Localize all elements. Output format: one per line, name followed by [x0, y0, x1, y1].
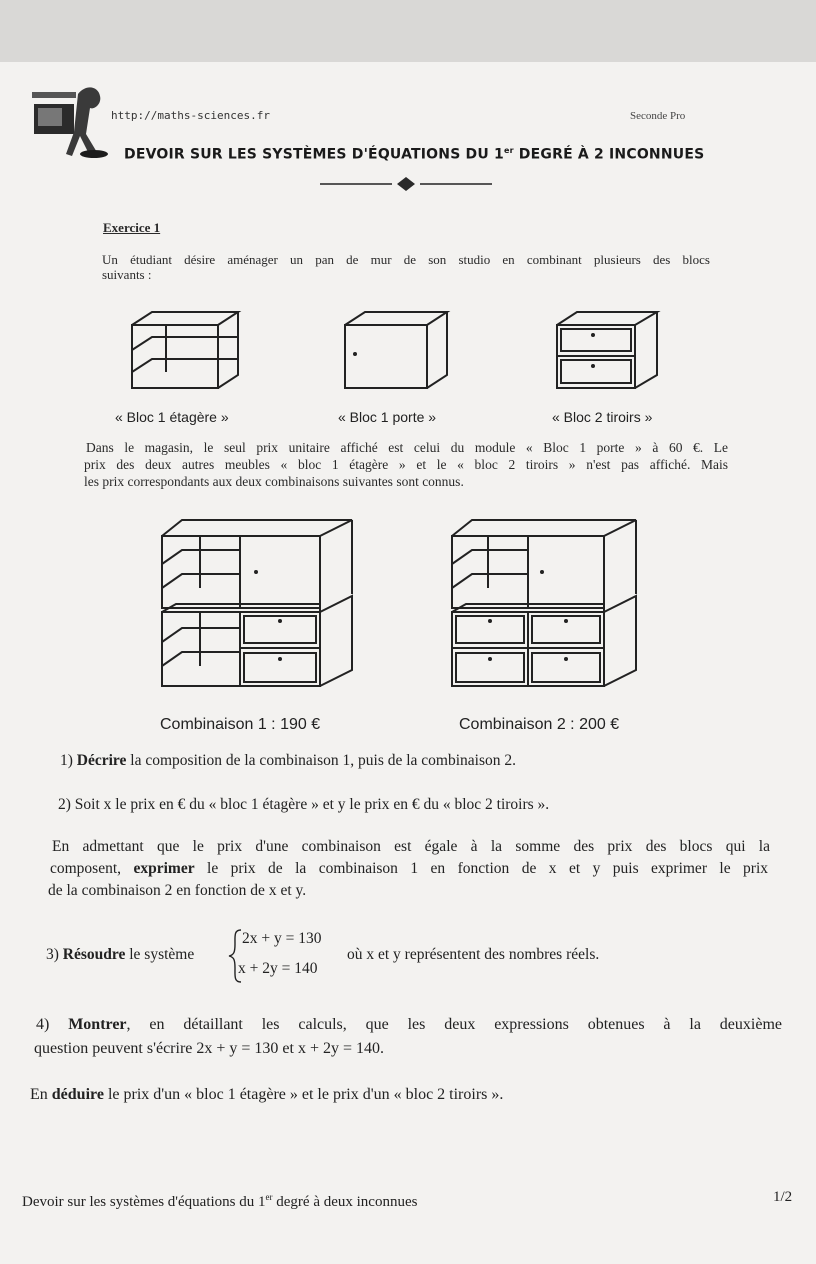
question-5: En déduire le prix d'un « bloc 1 étagère » et le prix d'un « bloc 2 tiroirs ». — [30, 1086, 504, 1103]
question-4-line-2: question peuvent s'écrire 2x + y = 130 et x + 2y = 140. — [34, 1040, 385, 1057]
intro-line-2: suivants : — [102, 267, 152, 282]
shop-line-3: les prix correspondants aux deux combinaisons suivantes sont connus. — [84, 474, 464, 489]
question-1: 1) Décrire la composition de la combinaison 1, puis de la combinaison 2. — [60, 752, 517, 769]
mascot-logo-icon — [28, 74, 108, 164]
page-title: DEVOIR SUR LES SYSTÈMES D'ÉQUATIONS DU 1er DEGRÉ À 2 INCONNUES — [124, 146, 705, 163]
question-4-line-1: 4) Montrer, en détaillant les calculs, que les deux expressions obtenues à la deuxième — [36, 1016, 782, 1033]
shelf-block-drawing — [130, 310, 242, 390]
question-3: 3) Résoudre le système — [46, 946, 195, 963]
site-url: http://maths-sciences.fr — [111, 109, 270, 122]
shop-line-1: Dans le magasin, le seul prix unitaire affiché est celui du module « Bloc 1 porte » à 60 €. Le — [86, 440, 728, 455]
caption-combination-2: Combinaison 2 : 200 € — [459, 716, 620, 733]
title-divider — [320, 174, 495, 194]
combination-2-drawing — [450, 518, 642, 690]
door-block-drawing — [343, 310, 451, 390]
caption-drawers-block: « Bloc 2 tiroirs » — [552, 409, 653, 425]
drawers-block-drawing — [555, 310, 661, 390]
caption-shelf-block: « Bloc 1 étagère » — [115, 409, 229, 425]
question-2b-line-2: composent, exprimer le prix de la combinaison 1 en fonction de x et y puis exprimer le prix — [50, 860, 769, 877]
intro-line-1: Un étudiant désire aménager un pan de mur de son studio en combinant plusieurs des blocs — [102, 252, 710, 267]
caption-combination-1: Combinaison 1 : 190 € — [160, 716, 321, 733]
shop-line-2: prix des deux autres meubles « bloc 1 étagère » et le « bloc 2 tiroirs » n'est pas affiché. Mais — [84, 457, 728, 472]
question-2b-line-3: de la combinaison 2 en fonction de x et y. — [48, 882, 307, 899]
question-3-end: où x et y représentent des nombres réels. — [347, 946, 600, 963]
combination-1-drawing — [160, 518, 355, 690]
footer-title: Devoir sur les systèmes d'équations du 1er degré à deux inconnues — [22, 1192, 418, 1210]
page-number: 1/2 — [773, 1189, 793, 1205]
caption-door-block: « Bloc 1 porte » — [338, 409, 437, 425]
system-equation-1: 2x + y = 130 — [242, 930, 322, 947]
question-2: 2) Soit x le prix en € du « bloc 1 étagère » et y le prix en € du « bloc 2 tiroirs ». — [58, 796, 550, 813]
exercise-heading: Exercice 1 — [103, 220, 161, 235]
class-level: Seconde Pro — [630, 110, 686, 122]
system-equation-2: x + 2y = 140 — [238, 960, 318, 977]
question-2b-line-1: En admettant que le prix d'une combinaison est égale à la somme des prix des blocs qui la — [52, 838, 770, 855]
